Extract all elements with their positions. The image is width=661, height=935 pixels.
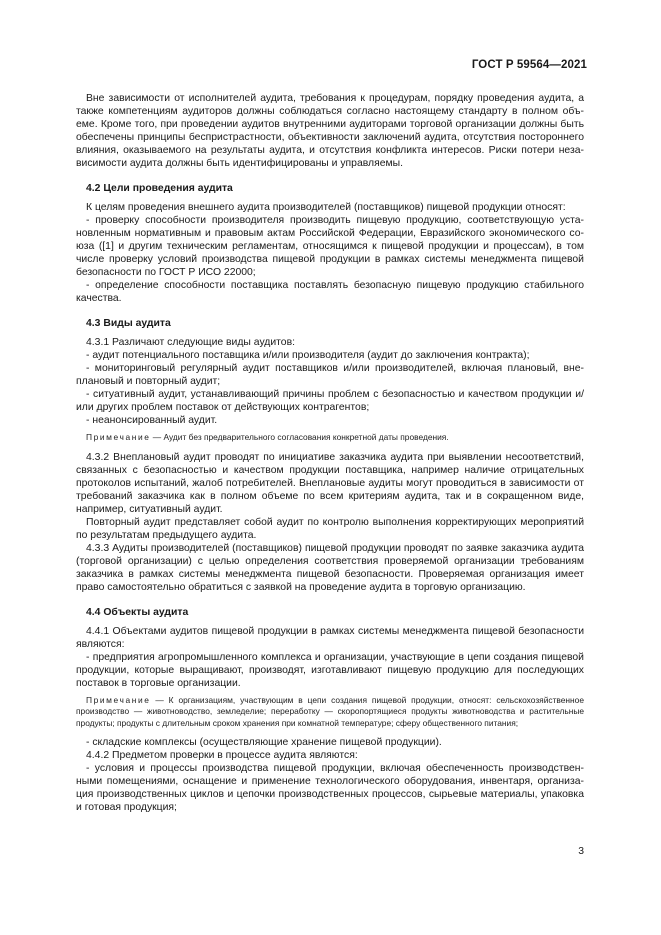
section-4-4-item: - складские комплексы (осуществляющие хранение пищевой продукции). [86,737,442,748]
note-label: Примечание [86,694,151,705]
note-label: Примечание [86,432,151,442]
section-4-3-item: - ситуативный аудит, устанавливающий причины проблем с безопасностью и качеством продукции и/или других проблем поставок от действующих контрагентов; [76,389,584,413]
note-text: — К организациям, участвующим в цепи создания пищевой продукции, относят: сельскохозяйственное производство — животноводство, земледелие; переработку — скоропортящиеся продукты животноводства и растительные продукты; продукты с длительным сроком хранения при комнатной температуре; сферу общественного питания; [76,694,584,728]
section-4-3-item: - неанонсированный аудит. [86,415,218,426]
section-4-4-note [76,695,584,730]
section-4-4-2-paragraph: 4.4.2 Предметом проверки в процессе аудита являются: [86,750,358,761]
section-4-3-3-paragraph: 4.3.3 Аудиты производителей (поставщиков) пищевой продукции проводят по заявке заказчика аудита (торговой организации) с целью определения соответствия проверяемой организации требованиям заказчика в рамках системы менеджмента пищевой безопасности. Проверяемая организация имеет право самостоятельно обратиться с заявкой на проведение аудита в торговую организацию. [76,542,584,593]
section-4-3-2-paragraph: 4.3.2 Внеплановый аудит проводят по инициативе заказчика аудита при выявлении несоответствий, связанных с безопасностью и качеством продукции поставщика, например наличие отрицательных протоколов испытаний, жалоб потребителей. Внеплановые аудиты могут проводиться в зависимости от требований заказчика как в полном объеме по всем критериям аудита, так и в сокращенном виде, например, ситуативный аудит. [76,451,584,515]
section-4-2-item: - определение способности поставщика поставлять безопасную пищевую продукцию стабильного качества. [76,280,584,304]
section-4-3-heading: 4.3 Виды аудита [86,318,171,329]
section-4-4-1-paragraph: 4.4.1 Объектами аудитов пищевой продукции в рамках системы менеджмента пищевой безопасности являются: [76,625,584,650]
section-4-3-note [76,432,584,444]
section-4-3-1-paragraph: 4.3.1 Различают следующие виды аудитов: [86,337,295,348]
section-4-2-item: - проверку способности производителя производить пищевую продукцию, соответствующую установленным нормативным и правовым актам Российской Федерации, Евразийского экономического союза ([1] и другим техническим регламентам, относящимся к пищевой продукции и процессам), в том числе проверку условий производства пищевой продукции в рамках системы менеджмента пищевой безопасности по ГОСТ Р ИСО 22000; [76,215,584,278]
section-4-4-heading: 4.4 Объекты аудита [86,606,189,618]
section-4-4-item: - предприятия агропромышленного комплекса и организации, участвующие в цепи создания пищевой продукции, которые выращивают, производят, изготавливают пищевую продукцию для последующих поставок в торговые организации. [76,651,584,689]
standard-designation: ГОСТ Р 59564—2021 [471,59,587,71]
page-content [76,92,584,814]
intro-paragraph: Вне зависимости от исполнителей аудита, требования к процедурам, порядку проведения аудита, а также компетенциям аудиторов должны соблюдаться согласно настоящему стандарту в полном объеме. Кроме того, при проведении аудитов внутренними аудиторами торговой организации должны быть обеспечены принципы беспристрастности, объективности заключений аудита, отсутствия постороннего влияния, оказываемого на результаты аудита, и отсутствия конфликта интересов. Риски потери независимости аудита должны быть идентифицированы и управляемы. [76,93,584,169]
section-4-2-paragraph: К целям проведения внешнего аудита производителей (поставщиков) пищевой продукции относят: [86,202,566,213]
section-4-2-heading: 4.2 Цели проведения аудита [86,183,233,194]
page-number: 3 [578,846,584,857]
note-text: — Аудит без предварительного согласования конкретной даты проведения. [150,432,449,442]
section-4-4-item: - условия и процессы производства пищевой продукции, включая обеспеченность производственными помещениями, оснащение и применение технологического оборудования, инвентаря, организация производственных циклов и цепочки производственных процессов, сырьевые материалы, упаковка и готовая продукция; [76,763,584,813]
section-4-3-2-continuation: Повторный аудит представляет собой аудит по контролю выполнения корректирующих мероприятий по результатам предыдущего аудита. [76,516,584,541]
section-4-3-item: - аудит потенциального поставщика и/или производителя (аудит до заключения контракта); [86,350,530,361]
section-4-3-item: - мониторинговый регулярный аудит поставщиков и/или производителей, включая плановый, внеплановый и повторный аудит; [76,363,584,387]
